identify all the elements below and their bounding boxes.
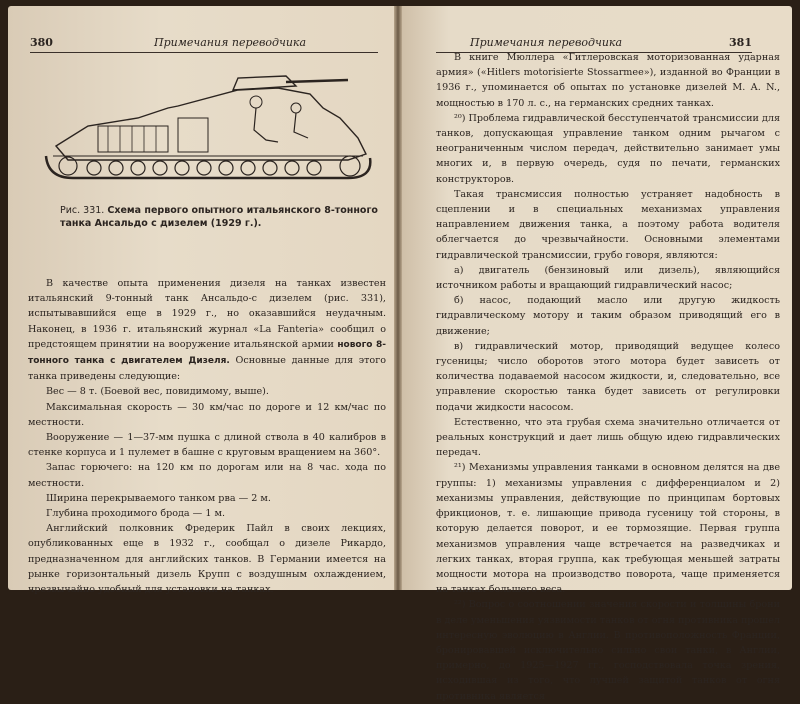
figure-caption-text: Схема первого опытного итальянского 8-тонного танка Ансальдо с дизелем (1929 г.). (60, 205, 378, 229)
paragraph: Вес — 8 т. (Боевой вес, повидимому, выше). (46, 386, 269, 398)
left-page (8, 6, 394, 596)
paragraph: Естественно, что эта грубая схема значительно отличается от реальных конструкций и дает лишь общую идею гидравлических передач. (436, 416, 780, 459)
paragraph: В качестве опыта применения дизеля на танках известен итальянский 9-тонный танк Ансальдо-с дизелем (рис. 331), испытывавшийся еще в 1929 г., но оказавшийся неудачным. Наконец, в 1936 г. итальянский журнал «La Fanteria» сообщил о предстоящем принятии на вооружение итальянской армии нового 8-тонного танка с двигателем Дизеля. Основные данные для этого танка приведены следующие: (28, 278, 386, 383)
figure-caption (60, 204, 382, 230)
paragraph: а) двигатель (бензиновый или дизель), являющийся источником работы и вращающий гидравлический насос; (436, 264, 780, 292)
paragraph: ²²) Вопрос о соотношении значения скорости и толщины брони в деле уменьшения уязвимости танков от огня противника прошел интересную эволюцию в Англии. В противоположность Франции, бронировавшей исключительно сильно свои танки, в Англии, примерно, до 1925—1927 гг., господствовала точка зрения, исходившая из того, что лучшей защитой танков от огня противника является (436, 599, 780, 702)
paragraph: Ширина перекрываемого танком рва — 2 м. (46, 492, 271, 504)
paragraph: Глубина проходимого брода — 1 м. (46, 508, 225, 520)
right-body-text (436, 50, 780, 704)
right-page (402, 6, 792, 702)
paragraph: Вооружение — 1—37-мм пушка с длиной ствола в 40 калибров в стенке корпуса и 1 пулемет в башне с круговым вращением на 360°. (28, 432, 386, 459)
figure-caption-label: Рис. 331. (60, 205, 105, 216)
running-header (30, 36, 378, 53)
page-number: 381 (729, 36, 752, 49)
running-head-title: Примечания переводчика (470, 36, 623, 49)
paragraph: Запас горючего: на 120 км по дорогам или на 8 час. хода по местности. (28, 462, 386, 489)
running-head-title: Примечания переводчика (154, 36, 307, 49)
paragraph: Английский полковник Фредерик Пайл в своих лекциях, опубликованных еще в 1932 г., сообщал о дизеле Рикардо, предназначенном для английских танков. В Германии имеется на рынке горизонтальный дизель Крупп с воздушным охлаждением, чрезвычайно удобный для установки на танках. (28, 523, 386, 596)
paragraph: ²⁰) Проблема гидравлической бесступенчатой трансмиссии для танков, допускающая управление танком одним рычагом с неограниченным числом передач, действительно занимает умы многих и, в первую очередь, судя по печати, германских конструкторов. (436, 112, 780, 185)
paragraph: Такая трансмиссия полностью устраняет надобность в сцеплении и в специальных механизмах управления направлением движения танка, а поэтому работа водителя облегчается до чрезвычайности. Основными элементами гидравлической трансмиссии, грубо говоря, являются: (436, 188, 780, 261)
paragraph: б) насос, подающий масло или другую жидкость гидравлическому мотору и таким образом приводящий его в движение; (436, 295, 780, 337)
paragraph: ²¹) Механизмы управления танками в основном делятся на две группы: 1) механизмы управления с дифференциалом и 2) механизмы управления, действующие по принципам бортовых фрикционов, т. е. лишающие привода гусеницу той стороны, в которую делается поворот, и ее тормозящие. Первая группа механизмов управления чаще встречается на разведчиках и легких танках, вторая группа, как требующая меньшей затраты мощности мотора на производство поворота, чаще применяется на танках большего веса. (436, 462, 780, 596)
bold-phrase: нового 8-тонного танка с двигателем Дизеля. (28, 339, 386, 367)
left-body-text (28, 276, 386, 597)
paragraph: Максимальная скорость — 30 км/час по дороге и 12 км/час по местности. (28, 401, 386, 428)
paragraph: в) гидравлический мотор, приводящий ведущее колесо гусеницы; число оборотов этого мотора будет зависеть от количества подаваемой насосом жидкости, и, следовательно, все управление скоростью танка будет зависеть от регулировки подачи жидкости насосом. (436, 340, 780, 413)
paragraph: В книге Мюллера «Гитлеровская моторизованная ударная армия» («Hitlers motorisierte Stossarmee»), изданной во Франции в 1936 г., упоминается об опытах по установке дизелей М. А. N., мощностью в 170 л. с., на германских средних танках. (436, 52, 780, 109)
tank-schematic-figure (28, 68, 388, 188)
page-number: 380 (30, 36, 53, 49)
book-gutter (394, 6, 402, 590)
